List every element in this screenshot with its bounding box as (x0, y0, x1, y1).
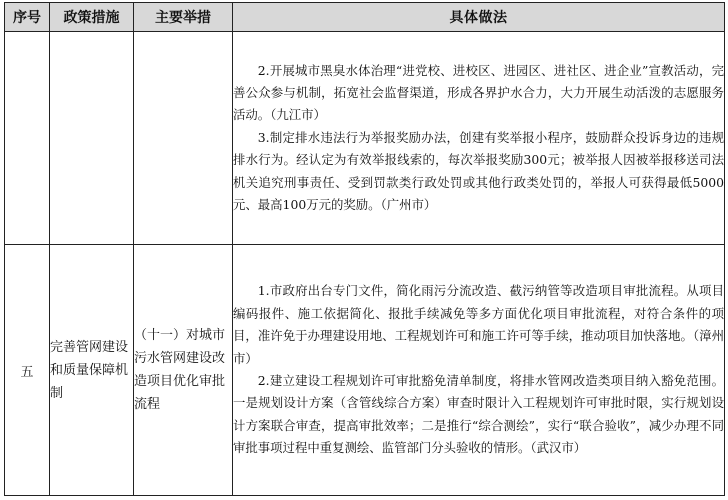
detail-cell (233, 245, 725, 496)
policy-cell: 完善管网建设和质量保障机制 (50, 245, 134, 496)
header-no: 序号 (5, 3, 50, 32)
header-policy: 政策措施 (50, 3, 134, 32)
table-row (5, 245, 725, 496)
detail-paragraph: 2.开展城市黑臭水体治理“进党校、进校区、进园区、进社区、进企业”宣教活动，完善公众参与机制，拓宽社会监督渠道，形成各界护水合力，大力开展生动活泼的志愿服务活动。（九江市） (233, 62, 724, 123)
detail-cell (233, 32, 725, 245)
row-number: 五 (5, 245, 50, 496)
detail-paragraph: 2.建立建设工程规划许可审批豁免清单制度，将排水管网改造类项目纳入豁免范围。一是规划设计方案（含管线综合方案）审查时限计入工程规划许可审批时限，实行规划设计方案联合审查，提高审批效率；二是推行“综合测绘”，实行“联合验收”，减少办理不同审批事项过程中重复测绘、监管部门分头验收的情形。（武汉市） (233, 373, 724, 456)
header-main-action: 主要举措 (134, 3, 233, 32)
policy-table (4, 2, 725, 496)
detail-paragraph: 3.制定排水违法行为举报奖励办法，创建有奖举报小程序，鼓励群众投诉身边的违规排水行为。经认定为有效举报线索的，每次举报奖励300元；被举报人因被举报移送司法机关追究刑事责任、受到罚款类行政处罚或其他行政类处罚的，举报人可获得最低5000元、最高100万元的奖励。（广州市） (233, 129, 724, 213)
main-action-cell (134, 32, 233, 245)
header-row (5, 3, 725, 32)
detail-paragraph: 1.市政府出台专门文件，简化雨污分流改造、截污纳管等改造项目审批流程。从项目编码报件、施工依据简化、报批手续减免等多方面优化项目审批流程，对符合条件的项目，准许免于办理建设用地、工程规划许可和施工许可等手续，推动项目加快落地。（漳州市） (233, 283, 724, 366)
policy-cell (50, 32, 134, 245)
row-number (5, 32, 50, 245)
header-detail: 具体做法 (233, 3, 725, 32)
table-row (5, 32, 725, 245)
main-action-cell: （十一）对城市污水管网建设改造项目优化审批流程 (134, 245, 233, 496)
